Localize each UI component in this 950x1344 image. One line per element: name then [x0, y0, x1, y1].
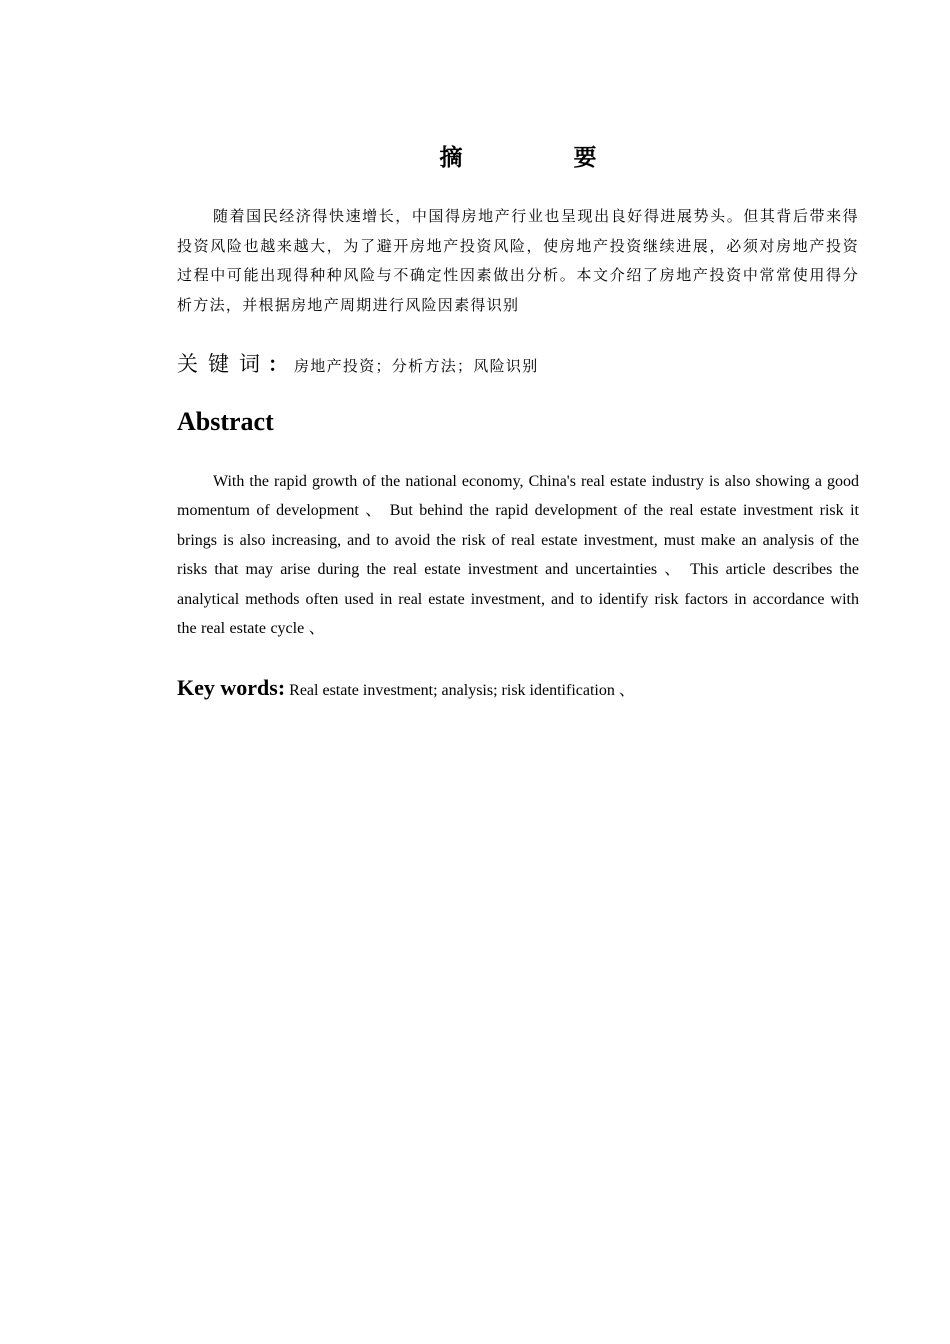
- chinese-keywords-text: 房地产投资；分析方法；风险识别: [294, 357, 539, 375]
- chinese-abstract-title: 摘 要: [439, 145, 641, 171]
- english-keywords-text: Real estate investment; analysis; risk identification 、: [289, 682, 635, 699]
- english-keywords-line: [177, 671, 859, 708]
- chinese-abstract-body: 随着国民经济得快速增长，中国得房地产行业也呈现出良好得进展势头。但其背后带来得投资风险也越来越大，为了避开房地产投资风险，使房地产投资继续进展，必须对房地产投资过程中可能出现得种种风险与不确定性因素做出分析。本文介绍了房地产投资中常常使用得分析方法，并根据房地产周期进行风险因素得识别: [177, 207, 859, 314]
- english-abstract-title: Abstract: [177, 407, 274, 436]
- chinese-keywords-line: [177, 348, 859, 383]
- chinese-keywords-colon: ：: [268, 352, 288, 376]
- english-abstract-body: With the rapid growth of the national economy, China's real estate industry is also showing a good momentum of development 、 But behind the rapid development of the real estate investment risk it brings is also increasing, and to avoid the risk of real estate investment, must make an analysis of the risks that may arise during the real estate investment and uncertainties 、 This article describes the analytical methods often used in real estate investment, and to identify risk factors in accordance with the real estate cycle 、: [177, 473, 859, 638]
- english-keywords-label: Key words:: [177, 675, 286, 700]
- chinese-keywords-label: 关键词: [177, 352, 270, 376]
